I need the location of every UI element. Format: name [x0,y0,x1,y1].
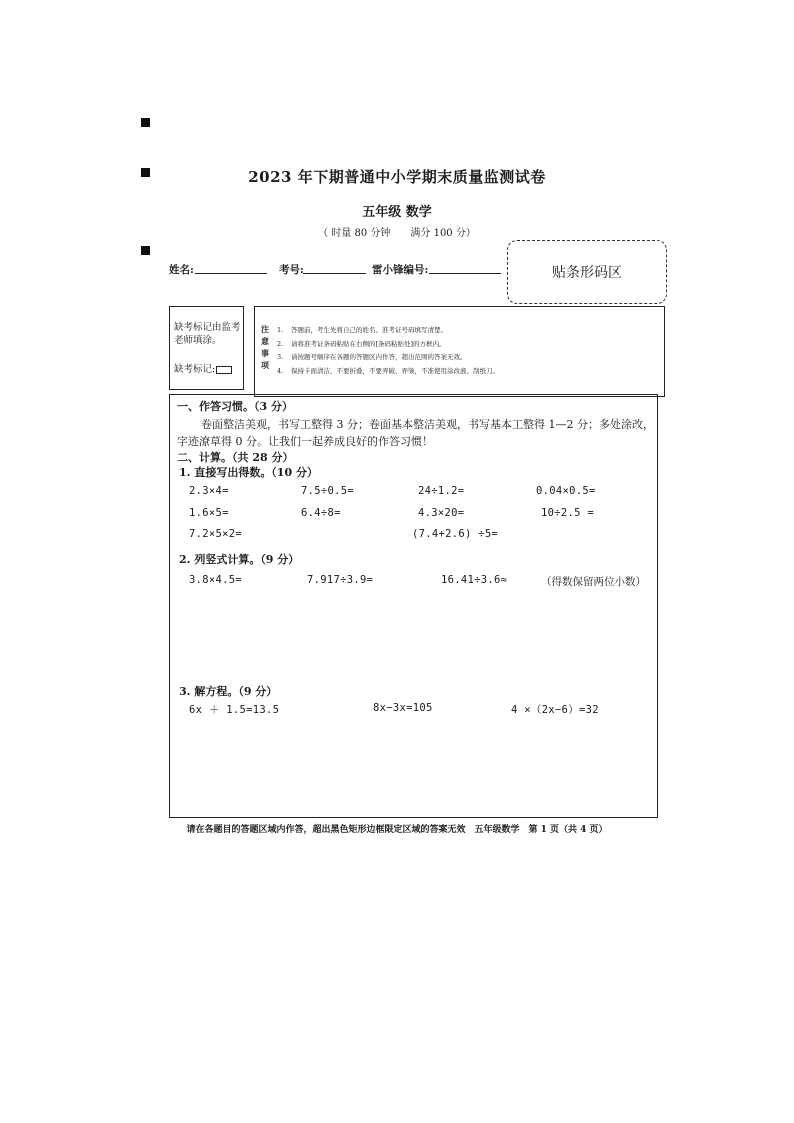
exam-time-info: （ 时量 80 分钟 满分 100 分） [318,228,476,239]
note-item: 3. 请按题号顺序在各题的答题区内作答，超出范围的答案无效。 [277,353,467,361]
notes-heading [261,323,271,371]
vertical-problem-2: 7.917÷3.9= [307,574,374,586]
problem-2-2: 6.4÷8= [301,507,341,519]
notes-heading-char-1: 注 [261,324,269,334]
exam-no-field[interactable] [303,273,366,274]
notes-heading-char-4: 项 [261,360,269,370]
problem-3-1: 7.2×5×2= [189,528,242,540]
part2-heading: 2. 列竖式计算。（9 分） [179,553,300,566]
part1-heading: 1. 直接写出得数。（10 分） [179,466,318,479]
absent-mark-label: 缺考标记: [174,364,216,375]
problem-1-4: 0.04×0.5= [536,485,596,497]
section1-heading: 一、作答习惯。（3 分） [177,400,293,413]
note-item: 2. 请将准考证条码粘贴在右侧的[条码粘贴处]的方框内。 [277,339,446,348]
notes-heading-char-2: 意 [261,336,269,346]
absent-mark-checkbox[interactable] [216,366,232,374]
problem-1-3: 24÷1.2= [418,485,465,497]
absent-instruction-line1: 缺考标记由监考 [174,322,241,333]
problem-1-2: 7.5÷0.5= [301,485,354,497]
equation-1: 6x ＋ 1.5=13.5 [189,704,280,716]
absent-mark-row [174,363,241,376]
equation-3: 4 ×（2x−6）=32 [511,704,599,716]
problem-2-1: 1.6×5= [189,507,229,519]
vertical-problem-1: 3.8×4.5= [189,574,242,586]
section1-paragraph-line1: 卷面整洁美观，书写工整得 3 分；卷面基本整洁美观，书写基本工整得 1—2 分；多处涂改， [201,418,654,431]
absent-mark-box [169,306,244,390]
problem-3-2: (7.4+2.6) ÷5= [412,528,499,540]
registration-mark-top [141,118,150,127]
part3-heading: 3. 解方程。（9 分） [179,685,278,698]
registration-mark-bottom [141,246,150,255]
name-label: 姓名: [169,264,194,276]
lxf-no-field[interactable] [429,273,501,274]
notes-box [254,306,665,397]
note-item: 1. 答题前，考生先将自己的姓名、准考证号码填写清楚。 [277,326,447,334]
vertical-problem-3: 16.41÷3.6≈ [441,574,508,586]
problem-2-4: 10÷2.5 = [541,507,594,519]
rounding-note: （得数保留两位小数） [541,576,646,588]
absent-instruction-line2: 老师填涂。 [174,335,222,346]
notes-list [277,324,499,378]
name-field[interactable] [195,273,267,274]
exam-subtitle: 五年级 数学 [362,205,432,220]
exam-no-label: 考号: [279,264,304,276]
problem-1-1: 2.3×4= [189,485,229,497]
section1-paragraph-line2: 字迹潦草得 0 分。让我们一起养成良好的作答习惯！ [177,435,433,448]
note-item: 4. 保持卡面清洁，不要折叠，不要弄破、弄皱，不准使用涂改液、刮纸刀。 [277,366,499,375]
equation-2: 8x−3x=105 [373,702,433,714]
notes-heading-char-3: 事 [261,348,269,358]
barcode-area: 贴条形码区 [507,240,667,304]
page-footer: 请在各题目的答题区域内作答，超出黑色矩形边框限定区域的答案无效 五年级数学 第 1 页（共 4 页） [186,825,608,835]
problem-2-3: 4.3×20= [418,507,465,519]
lxf-no-label: 雷小锋编号: [372,264,429,276]
section2-heading: 二、计算。（共 28 分） [177,451,294,464]
exam-title: 2023 年下期普通中小学期末质量监测试卷 [248,168,546,186]
